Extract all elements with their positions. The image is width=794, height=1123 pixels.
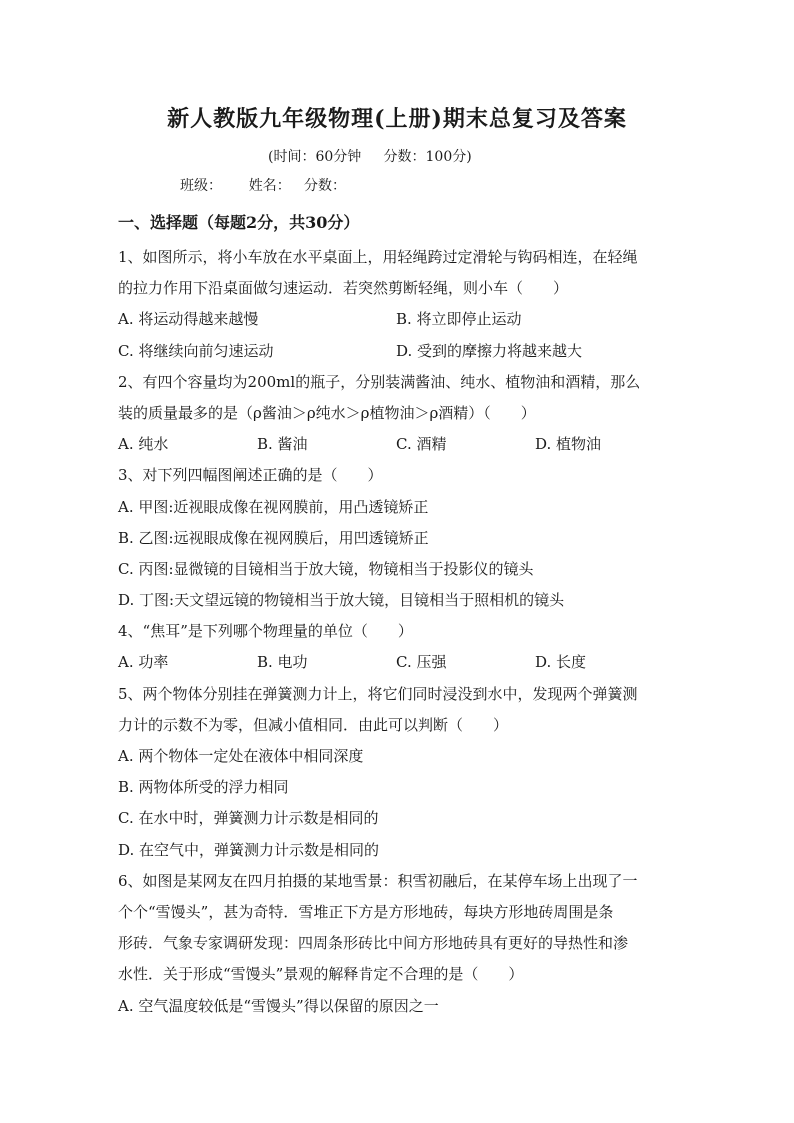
- option-a: A. 将运动得越来越慢: [118, 310, 259, 329]
- option-c: C. 酒精: [396, 435, 447, 454]
- page-title: 新人教版九年级物理(上册)期末总复习及答案: [167, 106, 627, 132]
- section-heading: 一、选择题（每题2分，共30分）: [118, 213, 360, 232]
- question-text: 3、对下列四幅图阐述正确的是（ ）: [118, 466, 383, 485]
- option-c: C. 在水中时，弹簧测力计示数是相同的: [118, 809, 379, 828]
- question-text: 2、有四个容量均为200ml的瓶子，分别装满酱油、纯水、植物油和酒精，那么: [118, 372, 641, 391]
- option-c: C. 将继续向前匀速运动: [118, 341, 274, 360]
- option-a: A. 两个物体一定处在液体中相同深度: [118, 747, 364, 765]
- option-d: D. 在空气中，弹簧测力计示数是相同的: [118, 840, 380, 859]
- exam-meta: (时间：60分钟 分数：100分): [268, 149, 472, 165]
- option-b: B. 电功: [257, 653, 308, 672]
- option-a: A. 空气温度较低是“雪馒头”得以保留的原因之一: [118, 996, 439, 1015]
- question-5: [118, 679, 678, 866]
- question-text: 力计的示数不为零，但减小值相同．由此可以判断（ ）: [118, 715, 509, 734]
- question-2: [118, 367, 678, 461]
- question-1: [118, 242, 678, 367]
- option-a: A. 纯水: [118, 435, 169, 454]
- option-d: D. 受到的摩擦力将越来越大: [396, 341, 583, 360]
- option-d: D. 丁图:天文望远镜的物镜相当于放大镜，目镜相当于照相机的镜头: [118, 591, 565, 610]
- option-b: B. 乙图:远视眼成像在视网膜后，用凹透镜矫正: [118, 528, 429, 547]
- option-a: A. 功率: [118, 653, 169, 672]
- question-text: 装的质量最多的是（ρ酱油＞ρ纯水＞ρ植物油＞ρ酒精）（ ）: [118, 403, 536, 422]
- question-text: 水性．关于形成“雪馒头”景观的解释肯定不合理的是（ ）: [118, 965, 524, 984]
- student-info-line: 班级： 姓名： 分数：: [180, 178, 347, 194]
- option-b: B. 两物体所受的浮力相同: [118, 778, 289, 797]
- question-text: 4、“焦耳”是下列哪个物理量的单位（ ）: [118, 622, 413, 641]
- question-text: 5、两个物体分别挂在弹簧测力计上，将它们同时浸没到水中，发现两个弹簧测: [118, 684, 638, 703]
- option-b: B. 将立即停止运动: [396, 310, 522, 329]
- option-row: [118, 429, 678, 460]
- option-row: [118, 336, 678, 367]
- question-text: 的拉力作用下沿桌面做匀速运动．若突然剪断轻绳，则小车（ ）: [118, 279, 569, 298]
- question-text: 个个“雪馒头”，甚为奇特．雪堆正下方是方形地砖，每块方形地砖周围是条: [118, 902, 614, 921]
- option-c: C. 压强: [396, 653, 447, 672]
- option-c: C. 丙图:显微镜的目镜相当于放大镜，物镜相当于投影仪的镜头: [118, 559, 534, 578]
- option-d: D. 植物油: [535, 435, 602, 454]
- question-6: [118, 866, 678, 1022]
- question-text: 1、如图所示，将小车放在水平桌面上，用轻绳跨过定滑轮与钩码相连，在轻绳: [118, 248, 638, 266]
- question-text: 6、如图是某网友在四月拍摄的某地雪景：积雪初融后，在某停车场上出现了一: [118, 871, 638, 890]
- option-a: A. 甲图:近视眼成像在视网膜前，用凸透镜矫正: [118, 497, 429, 516]
- question-list: [118, 242, 678, 1022]
- option-row: [118, 304, 678, 335]
- question-3: [118, 460, 678, 616]
- question-4: [118, 616, 678, 678]
- option-row: [118, 647, 678, 678]
- question-text: 形砖．气象专家调研发现：四周条形砖比中间方形地砖具有更好的导热性和渗: [118, 934, 629, 953]
- option-d: D. 长度: [535, 653, 587, 672]
- option-b: B. 酱油: [257, 435, 308, 454]
